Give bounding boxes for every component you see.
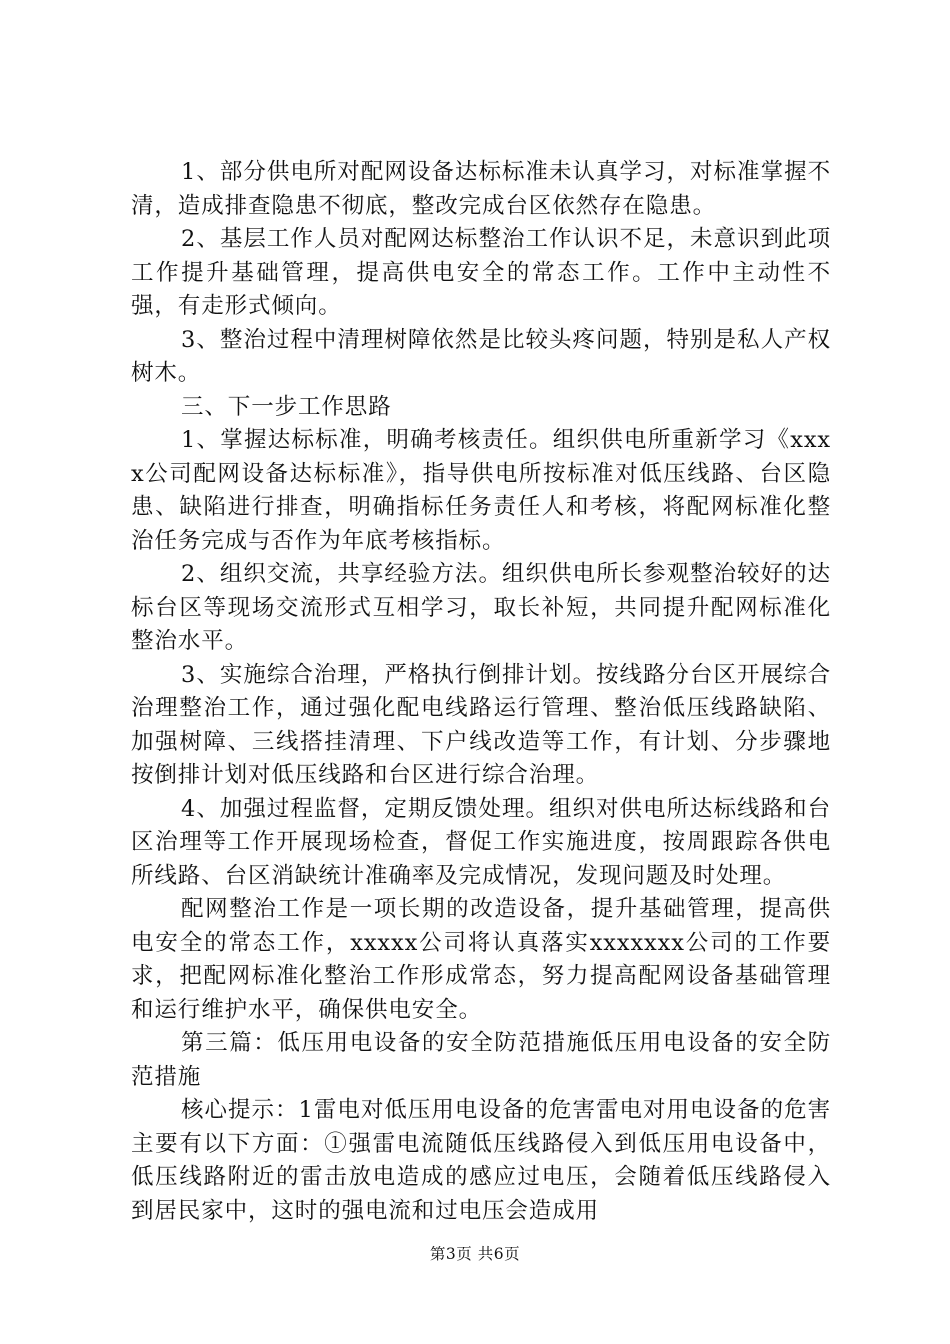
section-heading-next-steps: 三、下一步工作思路 [181, 393, 392, 420]
paragraph-problem-1: 1、部分供电所对配网设备达标标准未认真学习，对标准掌握不清，造成排查隐患不彻底，整改完成台区依然存在隐患。 [131, 159, 831, 219]
page-number: 第3页 共6页 [429, 1245, 521, 1263]
paragraph-step-1: 1、掌握达标标准，明确考核责任。组织供电所重新学习《xxxx公司配网设备达标标准》，指导供电所按标准对低压线路、台区隐患、缺陷进行排查，明确指标任务责任人和考核，将配网标准化整治任务完成与否作为年底考核指标。 [131, 427, 831, 554]
paragraph-problem-2: 2、基层工作人员对配网达标整治工作认识不足，未意识到此项工作提升基础管理，提高供电安全的常态工作。工作中主动性不强，有走形式倾向。 [131, 226, 831, 319]
paragraph-step-3: 3、实施综合治理，严格执行倒排计划。按线路分台区开展综合治理整治工作，通过强化配电线路运行管理、整治低压线路缺陷、加强树障、三线搭挂清理、下户线改造等工作，有计划、分步骤地按倒排计划对低压线路和台区进行综合治理。 [131, 661, 831, 788]
paragraph-step-4: 4、加强过程监督，定期反馈处理。组织对供电所达标线路和台区治理等工作开展现场检查，督促工作实施进度，按周跟踪各供电所线路、台区消缺统计准确率及完成情况，发现问题及时处理。 [131, 795, 831, 889]
paragraph-step-2: 2、组织交流，共享经验方法。组织供电所长参观整治较好的达标台区等现场交流形式互相学习，取长补短，共同提升配网标准化整治水平。 [131, 561, 831, 654]
paragraph-summary: 配网整治工作是一项长期的改造设备，提升基础管理，提高供电安全的常态工作，xxxxx公司将认真落实xxxxxxx公司的工作要求，把配网标准化整治工作形成常态，努力提高配网设备基础管理和运行维护水平，确保供电安全。 [131, 896, 831, 1023]
document-body [131, 156, 831, 1228]
section-heading-part-three: 第三篇：低压用电设备的安全防范措施低压用电设备的安全防范措施 [131, 1030, 831, 1090]
paragraph-core-tip: 核心提示：1雷电对低压用电设备的危害雷电对用电设备的危害主要有以下方面：①强雷电流随低压线路侵入到低压用电设备中，低压线路附近的雷击放电造成的感应过电压，会随着低压线路侵入到居民家中，这时的强电流和过电压会造成用 [131, 1097, 831, 1224]
paragraph-problem-3: 3、整治过程中清理树障依然是比较头疼问题，特别是私人产权树木。 [131, 326, 831, 386]
